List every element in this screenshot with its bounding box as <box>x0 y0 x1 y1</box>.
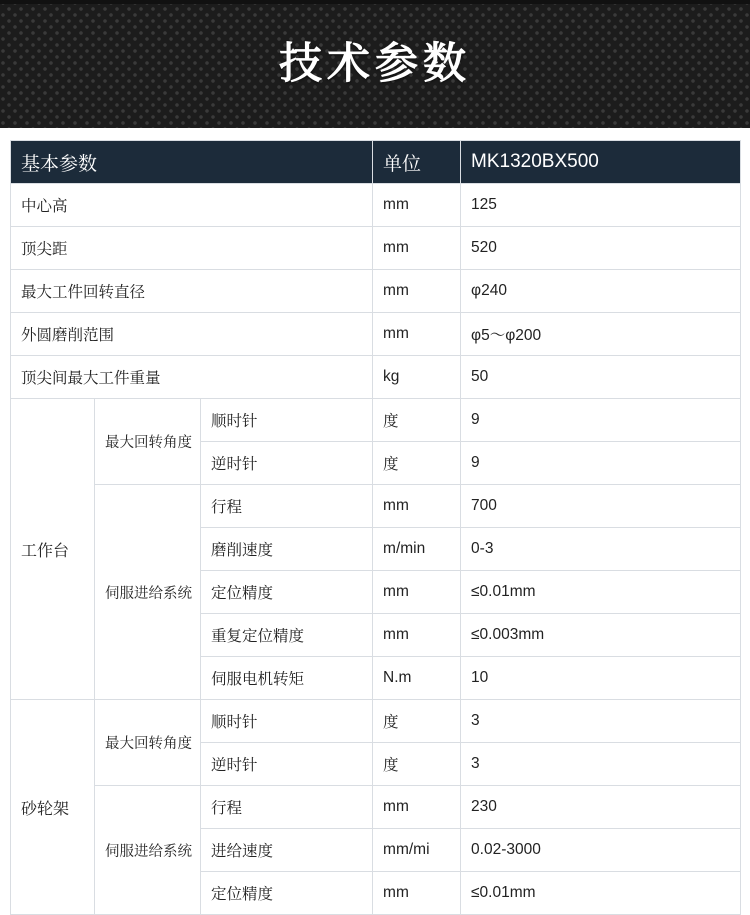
row-param: 重复定位精度 <box>201 614 373 657</box>
page-banner <box>0 0 750 128</box>
table-header-row <box>11 141 741 184</box>
header-unit: 单位 <box>373 141 461 184</box>
row-unit: mm <box>373 614 461 657</box>
table-row <box>11 184 741 227</box>
row-param: 行程 <box>201 485 373 528</box>
header-model: MK1320BX500 <box>461 141 741 184</box>
row-value: 9 <box>461 399 741 442</box>
row-unit: kg <box>373 356 461 399</box>
row-value: ≤0.003mm <box>461 614 741 657</box>
row-param: 磨削速度 <box>201 528 373 571</box>
table-row <box>11 227 741 270</box>
row-param: 伺服电机转矩 <box>201 657 373 700</box>
row-value: 0.02-3000 <box>461 829 741 872</box>
row-value: 230 <box>461 786 741 829</box>
row-unit: mm <box>373 786 461 829</box>
row-param: 外圆磨削范围 <box>11 313 373 356</box>
spec-table <box>10 140 741 915</box>
row-param: 顺时针 <box>201 700 373 743</box>
table-row <box>11 485 741 528</box>
subgroup-label: 最大回转角度 <box>95 399 201 485</box>
table-row <box>11 399 741 442</box>
row-param: 进给速度 <box>201 829 373 872</box>
row-unit: mm <box>373 270 461 313</box>
row-param: 顶尖间最大工件重量 <box>11 356 373 399</box>
row-param: 定位精度 <box>201 872 373 915</box>
group-label: 工作台 <box>11 399 95 700</box>
row-value: 520 <box>461 227 741 270</box>
row-value: φ240 <box>461 270 741 313</box>
subgroup-label: 伺服进给系统 <box>95 786 201 915</box>
row-param: 最大工件回转直径 <box>11 270 373 313</box>
table-row <box>11 270 741 313</box>
row-unit: mm/mi <box>373 829 461 872</box>
row-param: 顺时针 <box>201 399 373 442</box>
table-row <box>11 356 741 399</box>
row-value: 125 <box>461 184 741 227</box>
row-unit: mm <box>373 227 461 270</box>
row-value: 50 <box>461 356 741 399</box>
row-unit: 度 <box>373 700 461 743</box>
row-unit: 度 <box>373 743 461 786</box>
row-param: 中心高 <box>11 184 373 227</box>
row-param: 逆时针 <box>201 442 373 485</box>
spec-table-container <box>0 128 750 915</box>
row-unit: N.m <box>373 657 461 700</box>
table-row <box>11 700 741 743</box>
row-param: 行程 <box>201 786 373 829</box>
row-unit: mm <box>373 872 461 915</box>
row-value: ≤0.01mm <box>461 872 741 915</box>
table-row <box>11 313 741 356</box>
page-title: 技术参数 <box>279 39 471 88</box>
row-value: 9 <box>461 442 741 485</box>
group-label: 砂轮架 <box>11 700 95 915</box>
table-row <box>11 786 741 829</box>
row-value: φ5～φ200 <box>461 313 741 356</box>
row-value: 3 <box>461 743 741 786</box>
row-unit: mm <box>373 571 461 614</box>
row-unit: 度 <box>373 399 461 442</box>
header-param: 基本参数 <box>11 141 373 184</box>
row-value: 3 <box>461 700 741 743</box>
row-value: ≤0.01mm <box>461 571 741 614</box>
row-unit: mm <box>373 313 461 356</box>
row-unit: mm <box>373 485 461 528</box>
row-param: 顶尖距 <box>11 227 373 270</box>
row-value: 10 <box>461 657 741 700</box>
row-param: 定位精度 <box>201 571 373 614</box>
subgroup-label: 伺服进给系统 <box>95 485 201 700</box>
row-unit: 度 <box>373 442 461 485</box>
row-param: 逆时针 <box>201 743 373 786</box>
row-value: 0-3 <box>461 528 741 571</box>
row-value: 700 <box>461 485 741 528</box>
row-unit: mm <box>373 184 461 227</box>
subgroup-label: 最大回转角度 <box>95 700 201 786</box>
row-unit: m/min <box>373 528 461 571</box>
